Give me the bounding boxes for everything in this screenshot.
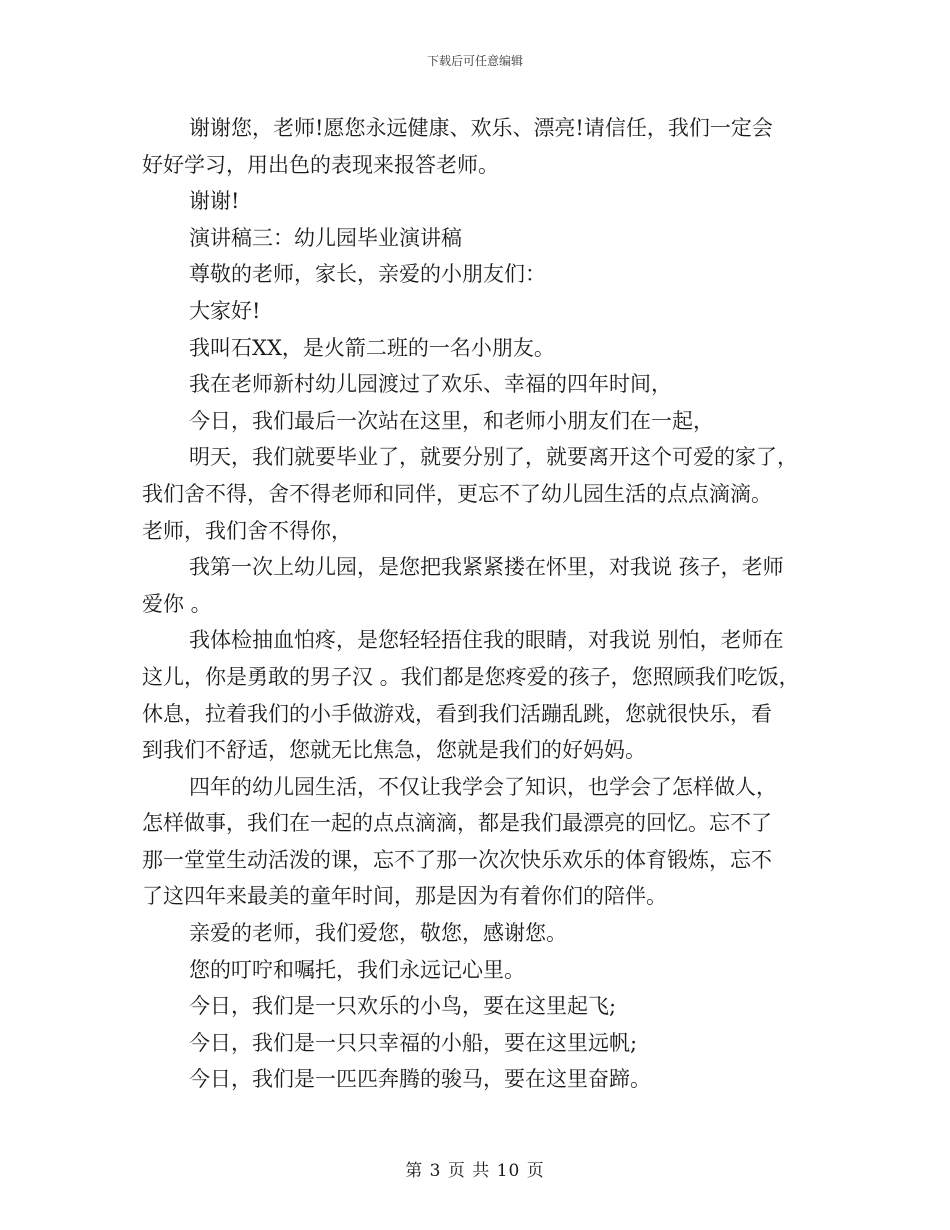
- paragraph-line: 亲爱的老师，我们爱您，敬您，感谢您。: [189, 921, 567, 946]
- salutation-line: 尊敬的老师，家长，亲爱的小朋友们：: [189, 262, 546, 287]
- paragraph-line: 老师，我们舍不得你，: [142, 518, 352, 543]
- paragraph-line: 谢谢您，老师!愿您永远健康、欢乐、漂亮!请信任，我们一定会: [189, 116, 773, 140]
- paragraph-line: 谢谢!: [189, 189, 240, 214]
- paragraph-line: 今日，我们是一只欢乐的小鸟，要在这里起飞;: [189, 994, 617, 1019]
- paragraph-line: 我叫石XX，是火箭二班的一名小朋友。: [189, 335, 555, 360]
- section-title: 演讲稿三：幼儿园毕业演讲稿: [189, 225, 462, 250]
- paragraph-line: 明天，我们就要毕业了，就要分别了，就要离开这个可爱的家了，: [189, 445, 798, 470]
- paragraph-line: 休息，拉着我们的小手做游戏，看到我们活蹦乱跳，您就很快乐，看: [142, 701, 772, 726]
- paragraph-line: 四年的幼儿园生活，不仅让我学会了知识，也学会了怎样做人，: [189, 774, 777, 799]
- paragraph-line: 我们舍不得，舍不得老师和同伴，更忘不了幼儿园生活的点点滴滴。: [142, 481, 772, 506]
- page-number-footer: 第 3 页 共 10 页: [405, 1161, 545, 1181]
- paragraph-line: 了这四年来最美的童年时间，那是因为有着你们的陪伴。: [142, 884, 667, 909]
- paragraph-line: 这儿，你是勇敢的男子汉 。我们都是您疼爱的孩子，您照顾我们吃饭，: [142, 664, 800, 689]
- paragraph-line: 今日，我们最后一次站在这里，和老师小朋友们在一起，: [189, 408, 714, 433]
- paragraph-line: 爱你 。: [142, 591, 212, 616]
- paragraph-line: 到我们不舒适，您就无比焦急，您就是我们的好妈妈。: [142, 738, 646, 763]
- paragraph-line: 今日，我们是一匹匹奔腾的骏马，要在这里奋蹄。: [189, 1067, 651, 1092]
- paragraph-line: 您的叮咛和嘱托，我们永远记心里。: [189, 957, 525, 982]
- document-body: [142, 110, 818, 1098]
- paragraph-line: 好好学习，用出色的表现来报答老师。: [142, 152, 499, 177]
- paragraph-line: 我体检抽血怕疼，是您轻轻捂住我的眼睛，对我说 别怕，老师在: [189, 628, 784, 653]
- paragraph-line: 我在老师新村幼儿园渡过了欢乐、幸福的四年时间，: [189, 372, 672, 397]
- greeting-line: 大家好!: [189, 298, 261, 323]
- page-header-note: 下载后可任意编辑: [426, 54, 523, 68]
- paragraph-line: 我第一次上幼儿园，是您把我紧紧搂在怀里，对我说 孩子，老师: [189, 555, 784, 580]
- paragraph-line: 怎样做事，我们在一起的点点滴滴，都是我们最漂亮的回忆。忘不了: [142, 811, 772, 836]
- paragraph-line: 那一堂堂生动活泼的课，忘不了那一次次快乐欢乐的体育锻炼，忘不: [142, 847, 772, 872]
- paragraph-line: 今日，我们是一只只幸福的小船，要在这里远帆;: [189, 1030, 638, 1055]
